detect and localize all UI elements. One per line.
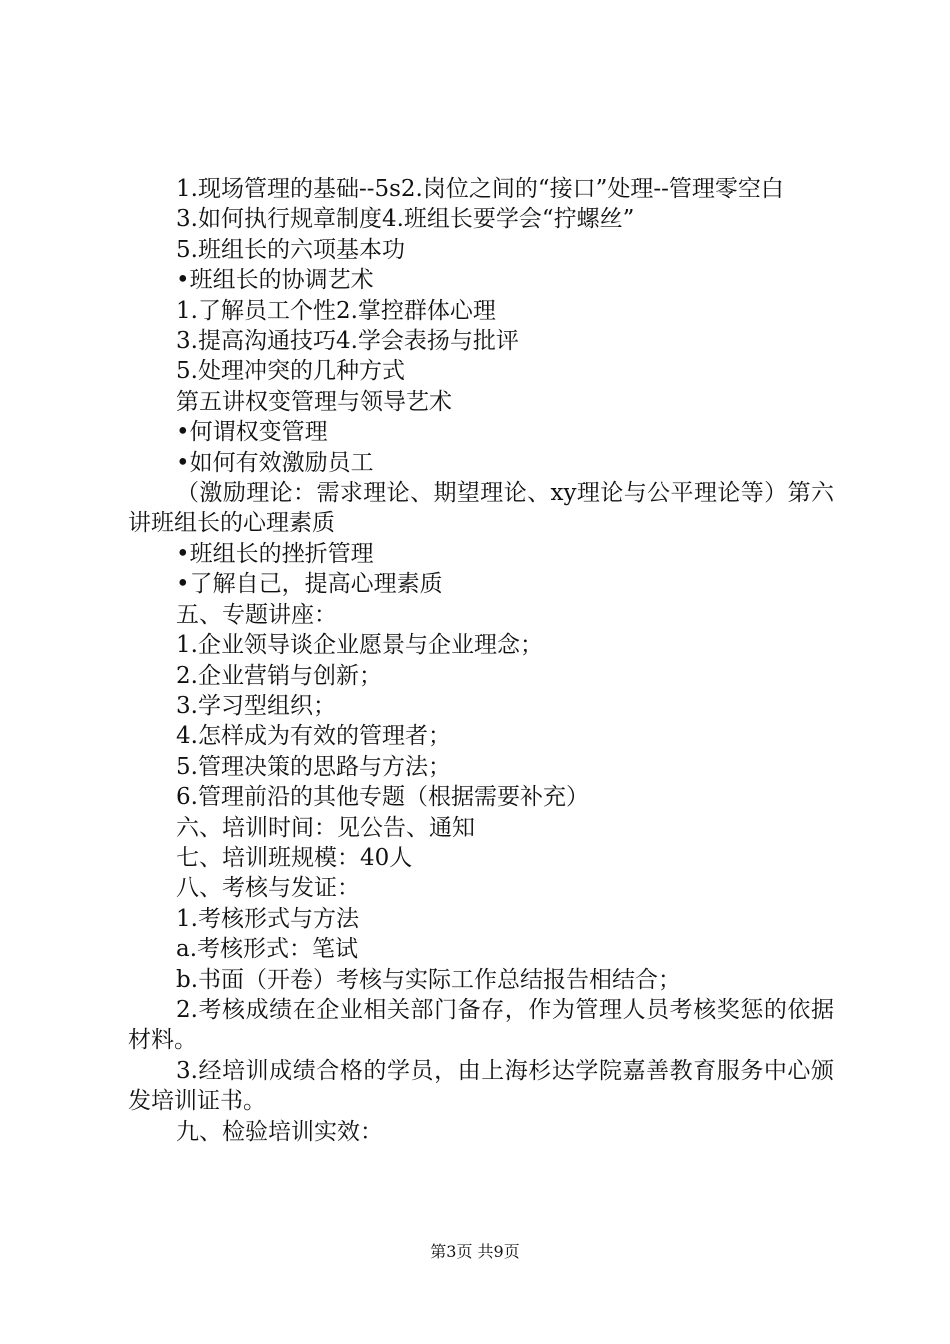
paragraph-18: 4.怎样成为有效的管理者； <box>176 723 451 750</box>
paragraph-27: 2.考核成绩在企业相关部门备存，作为管理人员考核奖惩的依据材料。 <box>128 996 834 1054</box>
paragraph-2: 3.如何执行规章制度4.班组长要学会“拧螺丝” <box>176 206 635 233</box>
page-number: 第3页 共9页 <box>430 1242 520 1261</box>
paragraph-13: •了解自己，提高心理素质 <box>176 571 443 598</box>
paragraph-8: 第五讲权变管理与领导艺术 <box>176 388 452 415</box>
paragraph-28: 3.经培训成绩合格的学员，由上海杉达学院嘉善教育服务中心颁发培训证书。 <box>128 1057 834 1115</box>
paragraph-24: 1.考核形式与方法 <box>176 905 359 932</box>
paragraph-6: 3.提高沟通技巧4.学会表扬与批评 <box>176 328 519 355</box>
paragraph-10: •如何有效激励员工 <box>176 449 374 476</box>
paragraph-16: 2.企业营销与创新； <box>176 662 382 689</box>
paragraph-4: •班组长的协调艺术 <box>176 267 374 294</box>
paragraph-19: 5.管理决策的思路与方法； <box>176 753 451 780</box>
page-footer <box>0 1242 950 1262</box>
paragraph-25: a.考核形式：笔试 <box>176 936 359 963</box>
paragraph-22: 七、培训班规模：40人 <box>176 844 413 871</box>
document-body <box>128 174 834 1147</box>
paragraph-7: 5.处理冲突的几种方式 <box>176 358 405 385</box>
paragraph-17: 3.学习型组织； <box>176 692 336 719</box>
paragraph-9: •何谓权变管理 <box>176 419 328 446</box>
paragraph-14: 五、专题讲座： <box>176 601 337 628</box>
paragraph-15: 1.企业领导谈企业愿景与企业理念； <box>176 632 543 659</box>
paragraph-20: 6.管理前沿的其他专题（根据需要补充） <box>176 784 589 811</box>
paragraph-11: （激励理论：需求理论、期望理论、xy理论与公平理论等）第六讲班组长的心理素质 <box>128 480 834 537</box>
paragraph-29: 九、检验培训实效： <box>176 1118 383 1145</box>
paragraph-1: 1.现场管理的基础--5s2.岗位之间的“接口”处理--管理零空白 <box>176 176 784 202</box>
paragraph-23: 八、考核与发证： <box>176 875 360 902</box>
paragraph-3: 5.班组长的六项基本功 <box>176 236 405 263</box>
paragraph-12: •班组长的挫折管理 <box>176 540 374 567</box>
paragraph-26: b.书面（开卷）考核与实际工作总结报告相结合； <box>176 966 682 993</box>
paragraph-5: 1.了解员工个性2.掌控群体心理 <box>176 297 496 324</box>
paragraph-21: 六、培训时间：见公告、通知 <box>176 814 475 841</box>
